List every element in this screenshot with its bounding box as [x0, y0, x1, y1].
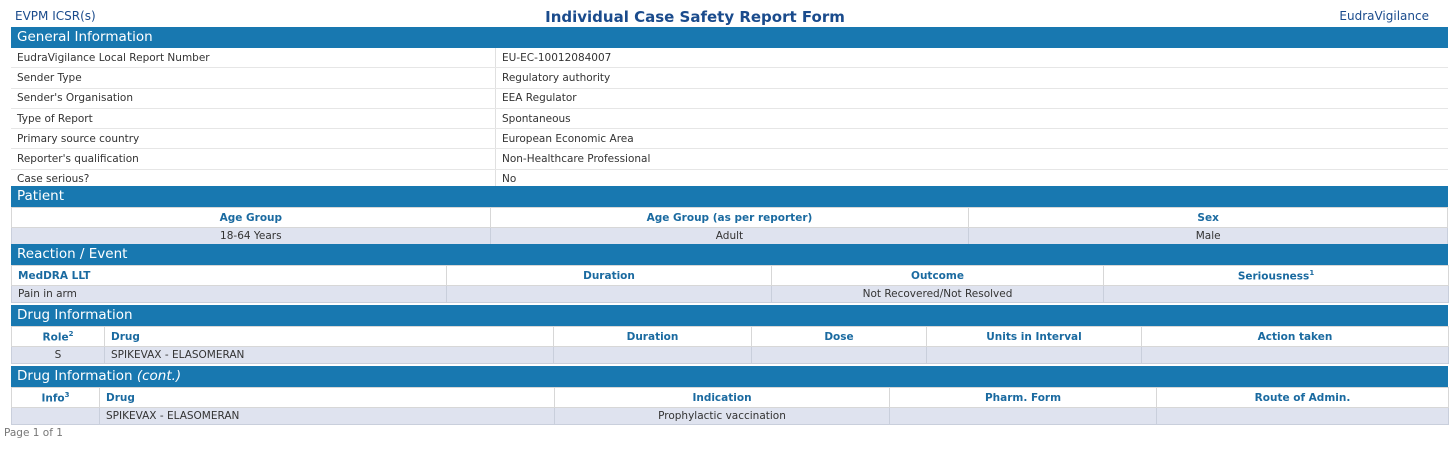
section-heading-general: General Information	[11, 27, 1448, 48]
cell-outcome: Not Recovered/Not Resolved	[772, 286, 1104, 303]
field-label: Case serious?	[11, 169, 496, 189]
cell-role: S	[12, 347, 105, 364]
table-row	[11, 68, 1448, 88]
info-label: Info	[41, 392, 65, 405]
page-indicator: Page 1 of 1	[4, 427, 63, 439]
cell-age-group-reporter: Adult	[490, 228, 969, 245]
table-row	[12, 228, 1448, 245]
field-label: Type of Report	[11, 108, 496, 128]
column-header-info	[12, 388, 100, 408]
cell-action-taken	[1142, 347, 1449, 364]
header-row	[12, 208, 1448, 228]
cell-route-of-admin	[1157, 408, 1449, 425]
table-row	[11, 149, 1448, 169]
section-heading-drug-cont	[11, 366, 1448, 387]
field-label: Sender's Organisation	[11, 88, 496, 108]
footnote-marker: 1	[1309, 268, 1315, 277]
column-header-drug: Drug	[105, 327, 554, 347]
general-information-table	[11, 48, 1448, 190]
cell-pharm-form	[890, 408, 1157, 425]
reaction-section	[11, 244, 1448, 303]
column-header-units-in-interval: Units in Interval	[927, 327, 1142, 347]
field-value: Regulatory authority	[496, 68, 1449, 88]
field-value: EEA Regulator	[496, 88, 1449, 108]
column-header-action-taken: Action taken	[1142, 327, 1449, 347]
drug-cont-table	[11, 387, 1449, 425]
table-row	[11, 108, 1448, 128]
table-row	[12, 347, 1449, 364]
column-header-age-group-reporter: Age Group (as per reporter)	[490, 208, 969, 228]
brand-label: EudraVigilance	[1339, 9, 1429, 23]
cell-info	[12, 408, 100, 425]
field-value: Spontaneous	[496, 108, 1449, 128]
system-label: EVPM ICSR(s)	[15, 9, 96, 23]
cell-indication: Prophylactic vaccination	[555, 408, 890, 425]
patient-table	[11, 207, 1448, 245]
page-title: Individual Case Safety Report Form	[545, 8, 845, 26]
drug-information-cont-section	[11, 366, 1448, 425]
footnote-marker: 2	[68, 329, 74, 338]
cell-duration	[554, 347, 752, 364]
section-heading-patient: Patient	[11, 186, 1448, 207]
section-heading-reaction: Reaction / Event	[11, 244, 1448, 265]
field-value: European Economic Area	[496, 129, 1449, 149]
footnote-marker: 3	[64, 390, 70, 399]
column-header-dose: Dose	[752, 327, 927, 347]
cell-drug: SPIKEVAX - ELASOMERAN	[100, 408, 555, 425]
column-header-duration: Duration	[447, 266, 772, 286]
column-header-role	[12, 327, 105, 347]
cell-seriousness	[1104, 286, 1449, 303]
table-row	[11, 129, 1448, 149]
cell-drug: SPIKEVAX - ELASOMERAN	[105, 347, 554, 364]
field-label: EudraVigilance Local Report Number	[11, 48, 496, 68]
role-label: Role	[42, 331, 69, 344]
field-label: Primary source country	[11, 129, 496, 149]
column-header-seriousness	[1104, 266, 1449, 286]
field-value: No	[496, 169, 1449, 189]
cell-meddra-llt: Pain in arm	[12, 286, 447, 303]
header-row	[12, 388, 1449, 408]
table-row	[11, 88, 1448, 108]
cell-units-in-interval	[927, 347, 1142, 364]
table-row	[11, 48, 1448, 68]
cell-dose	[752, 347, 927, 364]
drug-table	[11, 326, 1449, 364]
field-label: Reporter's qualification	[11, 149, 496, 169]
section-heading-drug: Drug Information	[11, 305, 1448, 326]
column-header-outcome: Outcome	[772, 266, 1104, 286]
column-header-drug: Drug	[100, 388, 555, 408]
patient-section	[11, 186, 1448, 245]
cell-duration	[447, 286, 772, 303]
drug-information-section	[11, 305, 1448, 364]
column-header-age-group: Age Group	[12, 208, 491, 228]
cell-age-group: 18-64 Years	[12, 228, 491, 245]
reaction-table	[11, 265, 1449, 303]
column-header-duration: Duration	[554, 327, 752, 347]
field-value: Non-Healthcare Professional	[496, 149, 1449, 169]
header-row	[12, 266, 1449, 286]
section-heading-suffix: (cont.)	[136, 368, 182, 384]
report-header	[0, 6, 1456, 28]
general-information-section	[11, 27, 1448, 190]
header-row	[12, 327, 1449, 347]
field-value: EU-EC-10012084007	[496, 48, 1449, 68]
column-header-pharm-form: Pharm. Form	[890, 388, 1157, 408]
column-header-indication: Indication	[555, 388, 890, 408]
seriousness-label: Seriousness	[1237, 270, 1310, 283]
table-row	[12, 286, 1449, 303]
field-label: Sender Type	[11, 68, 496, 88]
cell-sex: Male	[969, 228, 1448, 245]
column-header-meddra-llt: MedDRA LLT	[12, 266, 447, 286]
column-header-sex: Sex	[969, 208, 1448, 228]
column-header-route-of-admin: Route of Admin.	[1157, 388, 1449, 408]
table-row	[12, 408, 1449, 425]
section-heading-text: Drug Information	[17, 368, 133, 384]
